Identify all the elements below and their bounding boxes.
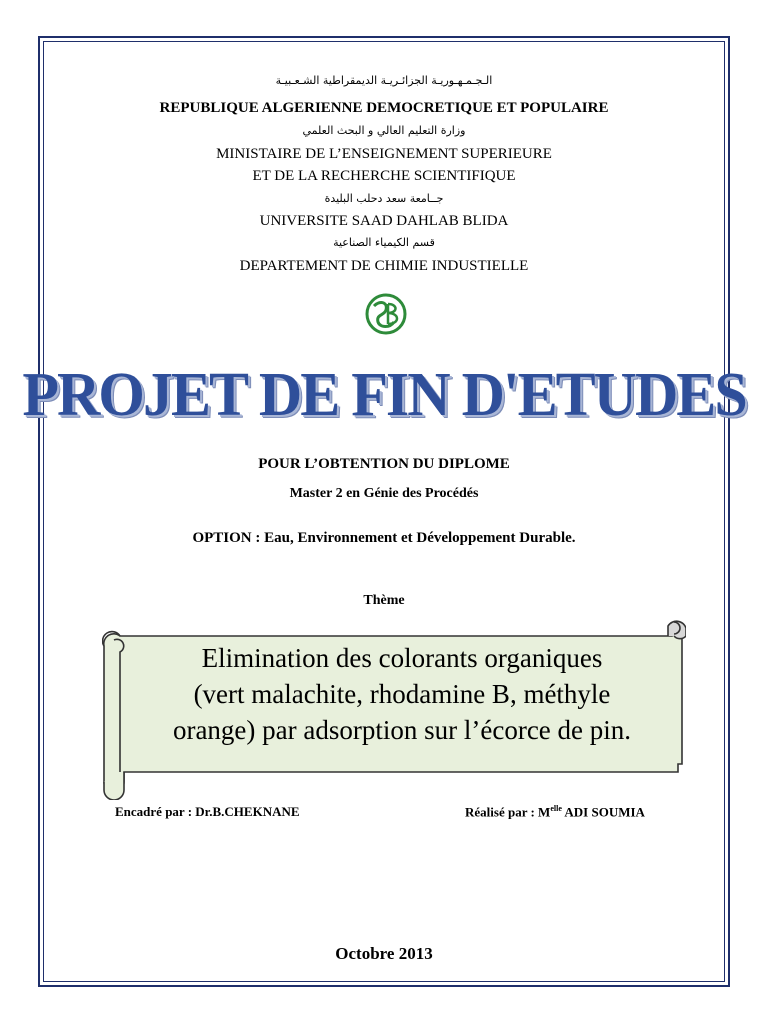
theme-label: Thème — [363, 593, 405, 608]
arabic-ministry-heading: وزارة التعليم العالي و البحث العلمي — [302, 124, 466, 137]
republic-heading: REPUBLIQUE ALGERIENNE DEMOCRETIQUE ET POPULAIRE — [159, 100, 609, 116]
ministry-heading-line-1: MINISTAIRE DE L’ENSEIGNEMENT SUPERIEURE — [216, 146, 552, 162]
arabic-republic-heading: الـجـمـهـوريـة الجزائـريـة الديمقراطية الشـعـبيـة — [275, 74, 493, 87]
theme-text-line-2: (vert malachite, rhodamine B, méthyle — [193, 679, 611, 709]
degree-line: Master 2 en Génie des Procédés — [289, 486, 479, 501]
submission-date: Octobre 2013 — [335, 944, 433, 963]
diploma-line: POUR L’OBTENTION DU DIPLOME — [258, 456, 510, 472]
author-title-sup: elle — [550, 804, 562, 813]
theme-text-line-1: Elimination des colorants organiques — [201, 643, 603, 673]
theme-text — [132, 640, 672, 748]
ministry-heading-line-2: ET DE LA RECHERCHE SCIENTIFIQUE — [252, 168, 516, 184]
arabic-department-heading: قسم الكيمياء الصناعية — [333, 236, 435, 249]
document-title: PROJET DE FIN D'ETUDES — [22, 359, 746, 429]
university-heading: UNIVERSITE SAAD DAHLAB BLIDA — [259, 213, 509, 229]
arabic-university-heading: جــامعة سعد دحلب البليدة — [324, 192, 444, 205]
supervisor-label: Encadré par : Dr.B.CHEKNANE — [115, 804, 300, 819]
author-name: ADI SOUMIA — [561, 804, 645, 820]
option-line: OPTION : Eau, Environnement et Développement Durable. — [192, 530, 576, 546]
department-heading: DEPARTEMENT DE CHIMIE INDUSTIELLE — [239, 258, 529, 274]
author-label — [465, 804, 645, 820]
theme-text-line-3: orange) par adsorption sur l’écorce de pin. — [172, 715, 632, 745]
author-prefix: Réalisé par : M — [465, 804, 551, 820]
university-emblem-icon — [364, 292, 408, 336]
